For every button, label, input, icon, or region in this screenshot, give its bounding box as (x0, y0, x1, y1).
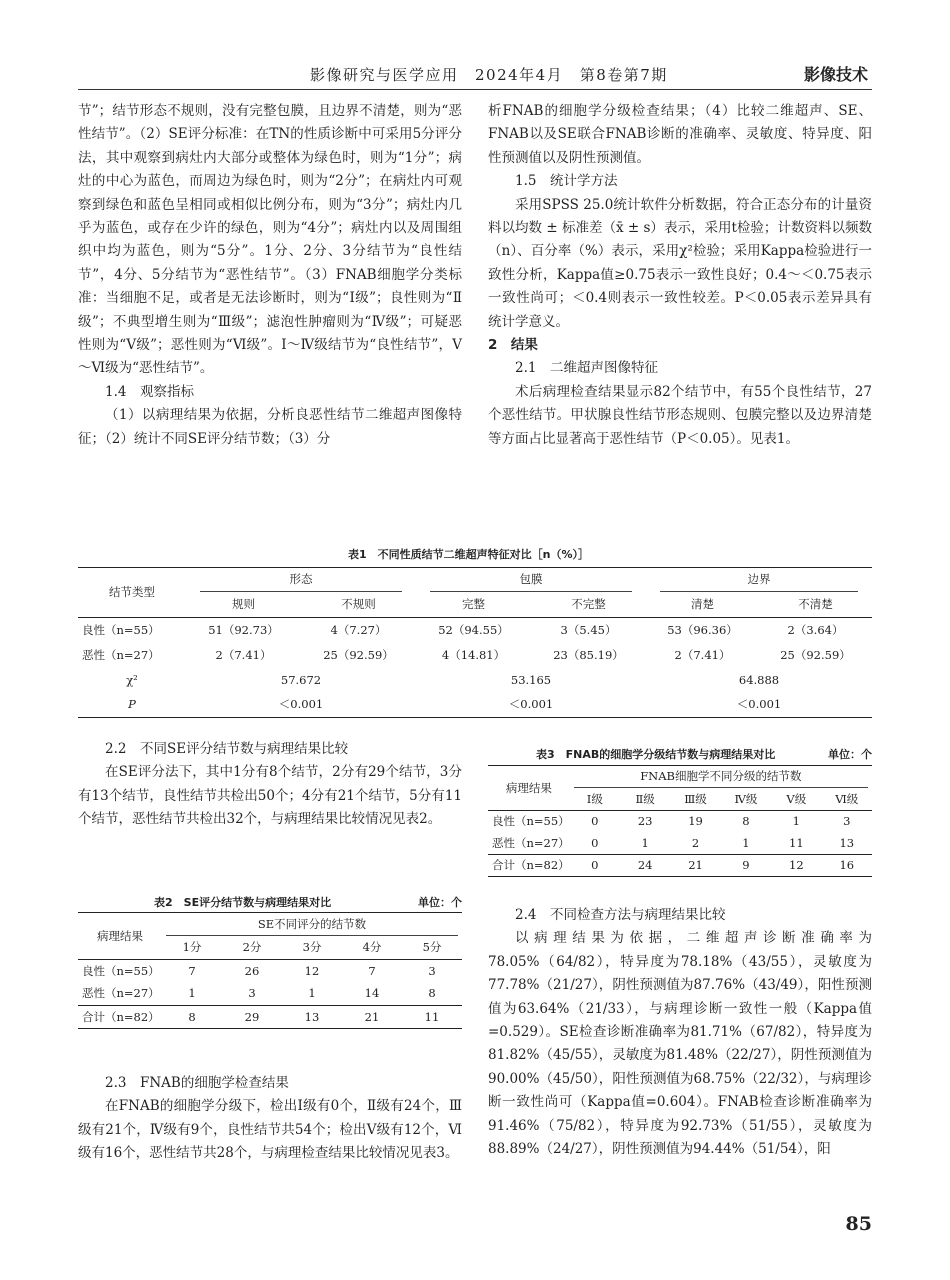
table-cell: 1 (188, 986, 196, 1001)
table3-subheader: Ⅳ级 (734, 791, 758, 806)
left-column-top (78, 100, 462, 451)
table-cell: 25（92.59） (780, 647, 851, 662)
table-cell: 52（94.55） (438, 622, 509, 637)
paragraph-fnab: 在FNAB的细胞学分级下，检出Ⅰ级有0个，Ⅱ级有24个，Ⅲ级有21个，Ⅳ级有9个，良性结节共54个；检出Ⅴ级有12个，Ⅵ级有16个，恶性结节共28个，与病理检查结果比较情况见表3。 (78, 1098, 462, 1162)
table-cell: 0 (591, 858, 599, 872)
table-cell: 19 (688, 814, 703, 829)
table-cell: 21 (688, 858, 703, 872)
table-cell: 57.672 (280, 672, 322, 687)
table-cell: 7 (188, 963, 196, 978)
table3-subheader: Ⅲ级 (684, 791, 707, 806)
table3-unit: 单位：个 (828, 748, 872, 761)
left-column-middle (78, 738, 462, 832)
table-cell: 29 (244, 1009, 260, 1024)
table3-row-label: 恶性（n=27） (492, 835, 570, 850)
table1-row-header: 结节类型 (109, 585, 155, 600)
table-cell: 16 (839, 858, 855, 872)
table3 (488, 765, 872, 877)
table-cell: 64.888 (738, 672, 780, 687)
table1-row-label: 恶性（n=27） (82, 647, 160, 662)
heading-2: 2 结果 (488, 337, 538, 354)
table-row (488, 810, 872, 832)
table-cell: 1 (308, 986, 316, 1001)
table-cell: 2（3.64） (787, 622, 844, 637)
table2-row-label: 合计（n=82） (82, 1009, 160, 1024)
heading-2-4: 2.4 不同检查方法与病理结果比较 (515, 907, 726, 923)
right-column-bottom (488, 904, 872, 1161)
table3-row-label: 良性（n=55） (492, 814, 570, 829)
table-cell: 2 (691, 835, 700, 850)
table3-subheader: Ⅱ级 (635, 791, 655, 806)
paragraph-indicators: （1）以病理结果为依据，分析良恶性结节二维超声图像特征；（2）统计不同SE评分结节数；（3）分 (78, 407, 462, 447)
table-cell: ＜0.001 (278, 697, 324, 712)
table2-subheader: 2分 (242, 940, 262, 955)
table2-group: SE不同评分的结节数 (166, 913, 458, 936)
table-cell: 51（92.73） (208, 622, 279, 637)
table1-group-shape: 形态 (200, 568, 402, 592)
heading-2-2: 2.2 不同SE评分结节数与病理结果比较 (105, 741, 349, 757)
paragraph-indicators-cont: 析FNAB的细胞学分级检查结果；（4）比较二维超声、SE、FNAB以及SE联合FNAB诊断的准确率、灵敏度、特异度、阳性预测值以及阴性预测值。 (488, 103, 872, 166)
paragraph-comparison: 以病理结果为依据，二维超声诊断准确率为78.05%（64/82），特异度为78.18%（43/55），灵敏度为77.78%（21/27），阴性预测值为87.76%（43/49），阳性预测值为63.64%（21/33），与病理诊断一致性一般（Kappa值=0.529）。SE检查诊断准确率为81.71%（67/82），特异度为81.82%（45/55），灵敏度为81.48%（22/27），阴性预测值为90.00%（45/50），阳性预测值为68.75%（22/32），与病理诊断一致性尚可（Kappa值=0.604）。FNAB检查诊断准确率为91.46%（75/82），特异度为92.73%（51/55），灵敏度为88.89%（24/27），阴性预测值为94.44%（51/54），阳 (488, 930, 872, 1158)
paragraph-statistics: 采用SPSS 25.0统计软件分析数据，符合正态分布的计量资料以均数 ± 标准差（x̄ ± s）表示，采用t检验；计数资料以频数（n）、百分率（%）表示，采用χ²检验；采用Kappa检验进行一致性分析，Kappa值≥0.75表示一致性良好；0.4～＜0.75表示一致性尚可；＜0.4则表示一致性较差。P＜0.05表示差异具有统计学意义。 (488, 196, 872, 330)
right-column-top (488, 100, 872, 451)
table-cell: 9 (742, 858, 750, 872)
paragraph-criteria: 节”；结节形态不规则，没有完整包膜，且边界不清楚，则为“恶性结节”。（2）SE评分标准：在TN的性质诊断中可采用5分评分法，其中观察到病灶内大部分或整体为绿色时，则为“1分”；病灶的中心为蓝色，而周边为绿色时，则为“2分”；在病灶内可观察到绿色和蓝色呈相同或相似比例分布，则为“3分”；病灶内几乎为蓝色，或存在少许的绿色，则为“4分”；病灶内以及周围组织中均为蓝色，则为“5分”。1分、2分、3分结节为“良性结节”，4分、5分结节为“恶性结节”。（3）FNAB细胞学分类标准：当细胞不足，或者是无法诊断时，则为“Ⅰ级”；良性则为“Ⅱ级”；不典型增生则为“Ⅲ级”；滤泡性肿瘤则为“Ⅳ级”；可疑恶性则为“Ⅴ级”；恶性则为“Ⅵ级”。Ⅰ～Ⅳ级结节为“良性结节”，Ⅴ～Ⅵ级为“恶性结节”。 (78, 103, 462, 377)
table3-row-label: 合计（n=82） (492, 858, 570, 872)
table2-subheader: 4分 (362, 940, 382, 955)
table-row (78, 692, 872, 717)
table1-p-label: P (128, 697, 136, 712)
table3-caption: 表3 FNAB的细胞学分级结节数与病理结果对比 (536, 748, 776, 761)
table-cell: 8 (428, 986, 436, 1001)
table1-subheader: 不完整 (571, 597, 606, 612)
table-cell: 1 (742, 835, 750, 850)
heading-1-4: 1.4 观察指标 (105, 383, 194, 400)
table1-subheader: 规则 (232, 597, 255, 612)
heading-2-1: 2.1 二维超声图像特征 (515, 360, 658, 377)
table2-unit: 单位：个 (418, 896, 462, 909)
table-cell: 12 (304, 963, 320, 978)
table3-row-header: 病理结果 (505, 780, 552, 795)
table2-caption-line (154, 894, 462, 910)
paragraph-se-scores: 在SE评分法下，其中1分有8个结节，2分有29个结节，3分有13个结节，良性结节共检出50个；4分有21个结节，5分有11个结节，恶性结节共检出32个，与病理结果比较情况见表2。 (78, 764, 462, 828)
table-cell: 26 (244, 963, 260, 978)
table-row (78, 667, 872, 692)
table-cell: 11 (424, 1009, 440, 1024)
table-cell: 3 (428, 963, 436, 978)
table-cell: 1 (792, 814, 800, 829)
table-cell: 14 (364, 986, 380, 1001)
table1-row-label: 良性（n=55） (82, 622, 160, 637)
table-cell: 3 (843, 814, 851, 829)
table-row (78, 982, 462, 1005)
table-row (488, 832, 872, 854)
table2-row-header: 病理结果 (97, 928, 143, 943)
table2-row-label: 良性（n=55） (82, 963, 160, 978)
heading-2-3: 2.3 FNAB的细胞学检查结果 (105, 1075, 289, 1091)
table-cell: 53.165 (510, 672, 552, 687)
table2-caption: 表2 SE评分结节数与病理结果对比 (154, 896, 332, 909)
table-cell: 4（7.27） (330, 622, 387, 637)
left-column-bottom (78, 1072, 462, 1166)
table1-subheader: 完整 (462, 597, 485, 612)
table3-caption-line (536, 746, 872, 762)
table-cell: 3 (248, 986, 256, 1001)
table-cell: 21 (364, 1009, 380, 1024)
table-cell: ＜0.001 (736, 697, 782, 712)
table3-subheader: Ⅰ级 (586, 791, 603, 806)
table-row (78, 959, 462, 982)
table-cell: 1 (641, 835, 649, 850)
table-cell: 8 (188, 1009, 196, 1024)
section-title: 影像技术 (803, 65, 868, 84)
table-cell: ＜0.001 (508, 697, 554, 712)
paragraph-ultrasound: 术后病理检查结果显示82个结节中，有55个良性结节，27个恶性结节。甲状腺良性结节形态规则、包膜完整以及边界清楚等方面占比显著高于恶性结节（P＜0.05）。见表1。 (488, 383, 872, 447)
table-row (78, 617, 872, 642)
table-cell: 53（96.36） (667, 622, 738, 637)
table-cell: 8 (742, 814, 750, 829)
table-cell: 11 (789, 835, 804, 850)
table-cell: 0 (591, 835, 599, 850)
table3-subheader: Ⅴ级 (786, 791, 807, 806)
table-cell: 23（85.19） (553, 647, 624, 662)
table-cell: 4（14.81） (441, 647, 506, 662)
table3-subheader: Ⅵ级 (835, 791, 859, 806)
table-cell: 13 (304, 1009, 320, 1024)
table-cell: 13 (839, 835, 855, 850)
table2-row-label: 恶性（n=27） (82, 986, 160, 1001)
table-cell: 7 (368, 963, 376, 978)
table2-subheader: 1分 (182, 940, 202, 955)
table-cell: 25（92.59） (323, 647, 394, 662)
heading-1-5: 1.5 统计学方法 (515, 173, 618, 190)
table1-chi-label: χ² (126, 672, 138, 687)
table-cell: 2（7.41） (674, 647, 731, 662)
table-cell: 12 (789, 858, 804, 872)
table-cell: 0 (591, 814, 599, 829)
table3-group: FNAB细胞学不同分级的结节数 (574, 766, 868, 788)
table2 (78, 912, 462, 1029)
table1-group-border: 边界 (660, 568, 858, 592)
page-header (78, 60, 872, 90)
table2-subheader: 3分 (302, 940, 322, 955)
journal-title: 影像研究与医学应用 2024年4月 第8卷第7期 (310, 66, 668, 84)
page-number: 85 (845, 1213, 872, 1235)
table-row (78, 1005, 462, 1028)
table-cell: 23 (637, 814, 653, 829)
table1-group-capsule: 包膜 (430, 568, 632, 592)
table2-subheader: 5分 (422, 940, 442, 955)
table1-subheader: 清楚 (691, 597, 714, 612)
table1 (78, 567, 872, 718)
table-row (78, 642, 872, 667)
table1-subheader: 不清楚 (798, 597, 833, 612)
table-cell: 24 (637, 858, 653, 872)
table-cell: 2（7.41） (215, 647, 272, 662)
table-cell: 3（5.45） (560, 622, 617, 637)
table-row (488, 854, 872, 876)
table1-subheader: 不规则 (341, 597, 376, 612)
table1-caption: 表1 不同性质结节二维超声特征对比［n（%）］ (348, 548, 590, 561)
